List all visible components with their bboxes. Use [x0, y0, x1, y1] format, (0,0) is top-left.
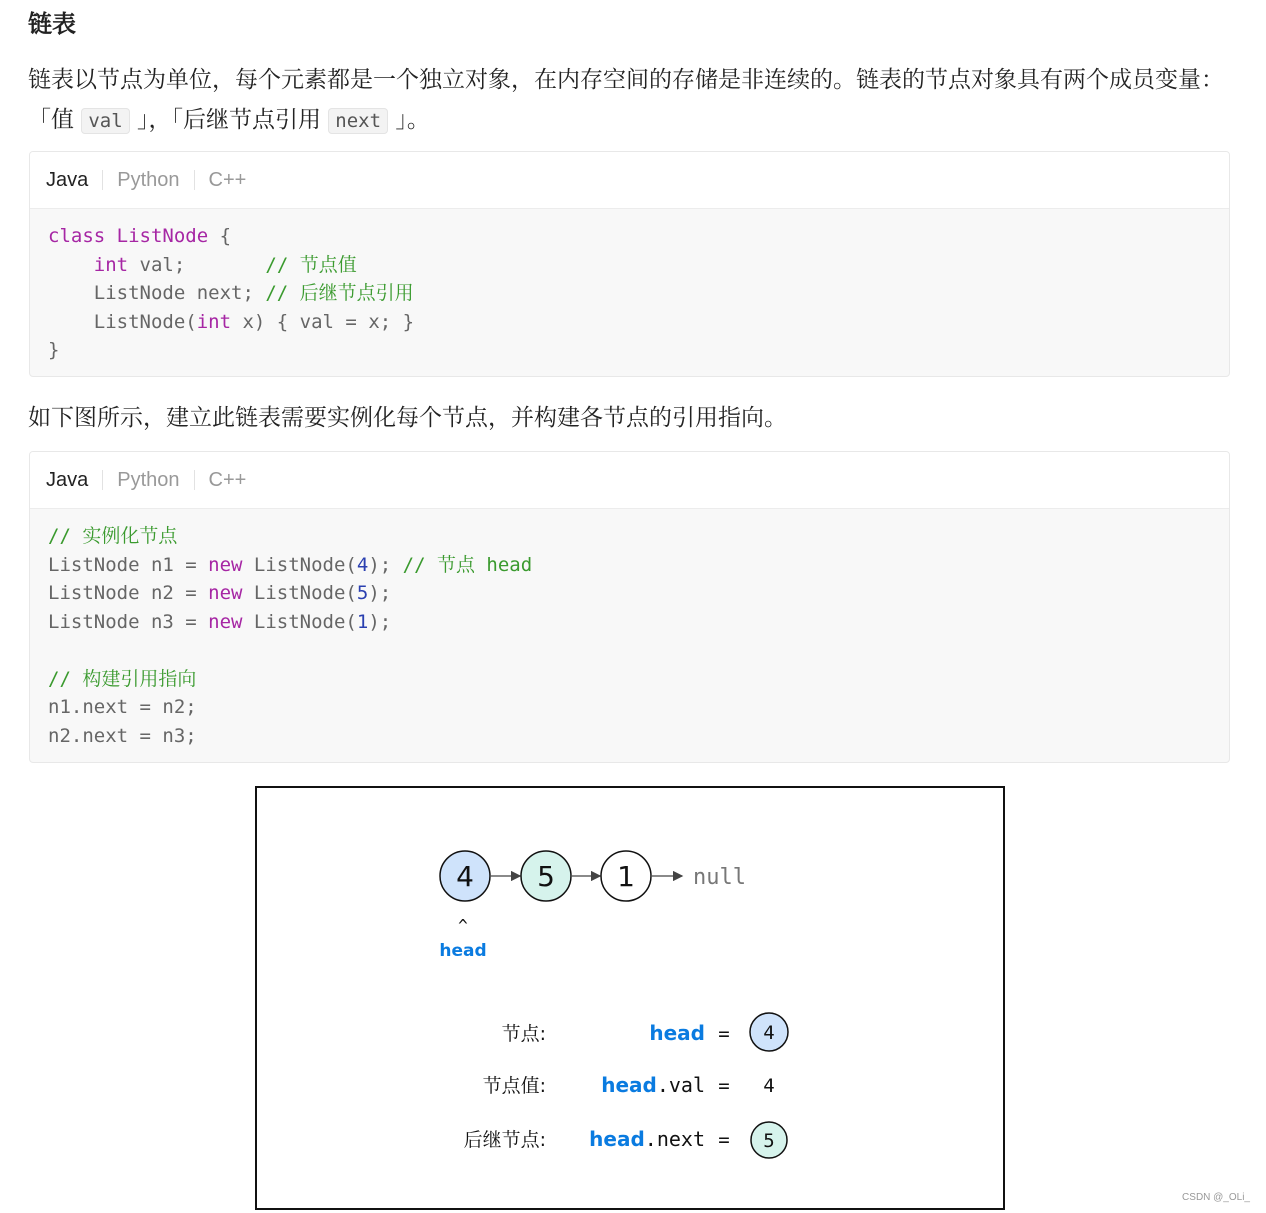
- head-pointer-label: head: [439, 941, 487, 961]
- row-next-head: head: [589, 1127, 645, 1151]
- tab-python[interactable]: Python: [102, 170, 193, 190]
- inline-code-next: next: [328, 108, 388, 134]
- code-comment: // 实例化节点: [48, 525, 178, 547]
- tab-java[interactable]: Java: [46, 169, 89, 191]
- watermark: CSDN @_OLi_: [1182, 1192, 1250, 1203]
- row-node-label: 节点:: [501, 1023, 546, 1045]
- page-title: 链表: [28, 10, 76, 38]
- code-token: n1.next = n2;: [48, 696, 197, 718]
- code-comment: // 后继节点引用: [265, 282, 414, 304]
- code-listnode: [30, 209, 1229, 377]
- tab-java[interactable]: Java: [46, 469, 89, 491]
- null-label: null: [693, 865, 746, 890]
- code-token: ListNode: [116, 225, 209, 247]
- code-token: }: [48, 339, 60, 361]
- code-tabs: [30, 152, 1229, 209]
- intro-text-a: 链表以节点为单位，每个元素都是一个独立对象，在内存空间的存储是非连续的。链表的节点对象具有两个成员变量：「值: [28, 67, 1224, 133]
- code-token: ListNode(: [242, 582, 357, 604]
- code-token: ListNode(: [242, 553, 357, 576]
- code-token: );: [368, 582, 392, 604]
- build-paragraph: 如下图所示，建立此链表需要实例化每个节点，并构建各节点的引用指向。: [28, 405, 787, 431]
- tab-cpp[interactable]: C++: [194, 470, 261, 490]
- intro-text-b: 」，「后继节点引用: [129, 107, 329, 133]
- code-comment: // 节点 head: [402, 553, 533, 576]
- code-token: n2.next = n3;: [48, 724, 197, 747]
- code-token: ListNode n3 =: [48, 610, 209, 633]
- node-4-label: 4: [456, 860, 474, 893]
- row-val-eq: =: [718, 1075, 730, 1097]
- row-val-head: head: [601, 1073, 657, 1097]
- code-token: ListNode next;: [93, 282, 266, 304]
- intro-paragraph: [28, 60, 1238, 141]
- code-token: new: [208, 553, 243, 576]
- row-val-expr: [601, 1073, 705, 1097]
- row-next-value: 5: [763, 1130, 775, 1152]
- code-token: ListNode(: [242, 610, 357, 633]
- code-token: int: [93, 253, 129, 276]
- code-token: val;: [128, 253, 266, 276]
- code-number: 4: [356, 553, 369, 576]
- row-next-expr: [589, 1127, 705, 1151]
- intro-text-c: 」。: [388, 107, 430, 133]
- code-token: class: [48, 225, 106, 247]
- code-token: );: [368, 553, 403, 576]
- code-token: ListNode n2 =: [48, 582, 209, 604]
- node-5-label: 5: [537, 860, 555, 893]
- code-token: x) { val = x; }: [231, 310, 415, 333]
- code-comment: // 构建引用指向: [48, 667, 197, 690]
- code-block-listnode: [29, 151, 1230, 377]
- code-token: ListNode n1 =: [48, 553, 209, 576]
- tab-python[interactable]: Python: [102, 470, 193, 490]
- row-next-suffix: .next: [644, 1127, 705, 1151]
- head-caret: ^: [458, 916, 468, 935]
- code-comment: // 节点值: [265, 253, 357, 276]
- code-instantiate: [30, 509, 1229, 763]
- code-tabs: [30, 452, 1229, 509]
- row-node-eq: =: [718, 1023, 730, 1045]
- code-token: new: [208, 610, 243, 633]
- code-token: );: [368, 610, 392, 633]
- row-val-suffix: .val: [656, 1073, 705, 1097]
- code-block-instantiate: [29, 451, 1230, 763]
- row-next-eq: =: [718, 1129, 730, 1151]
- linked-list-figure: [255, 786, 1005, 1210]
- row-val-label: 节点值:: [482, 1075, 546, 1097]
- code-token: new: [208, 582, 243, 604]
- code-token: int: [196, 310, 232, 333]
- linked-list-diagram: [257, 788, 1003, 1208]
- inline-code-val: val: [81, 108, 129, 134]
- code-token: {: [208, 225, 232, 247]
- row-node-head: head: [649, 1021, 705, 1045]
- tab-cpp[interactable]: C++: [194, 170, 261, 190]
- code-token: ListNode(: [93, 310, 197, 333]
- row-val-value: 4: [763, 1075, 775, 1097]
- row-node-value: 4: [763, 1022, 775, 1044]
- code-number: 1: [356, 610, 369, 633]
- node-1-label: 1: [617, 860, 635, 893]
- code-number: 5: [356, 582, 369, 604]
- row-next-label: 后继节点:: [463, 1129, 546, 1151]
